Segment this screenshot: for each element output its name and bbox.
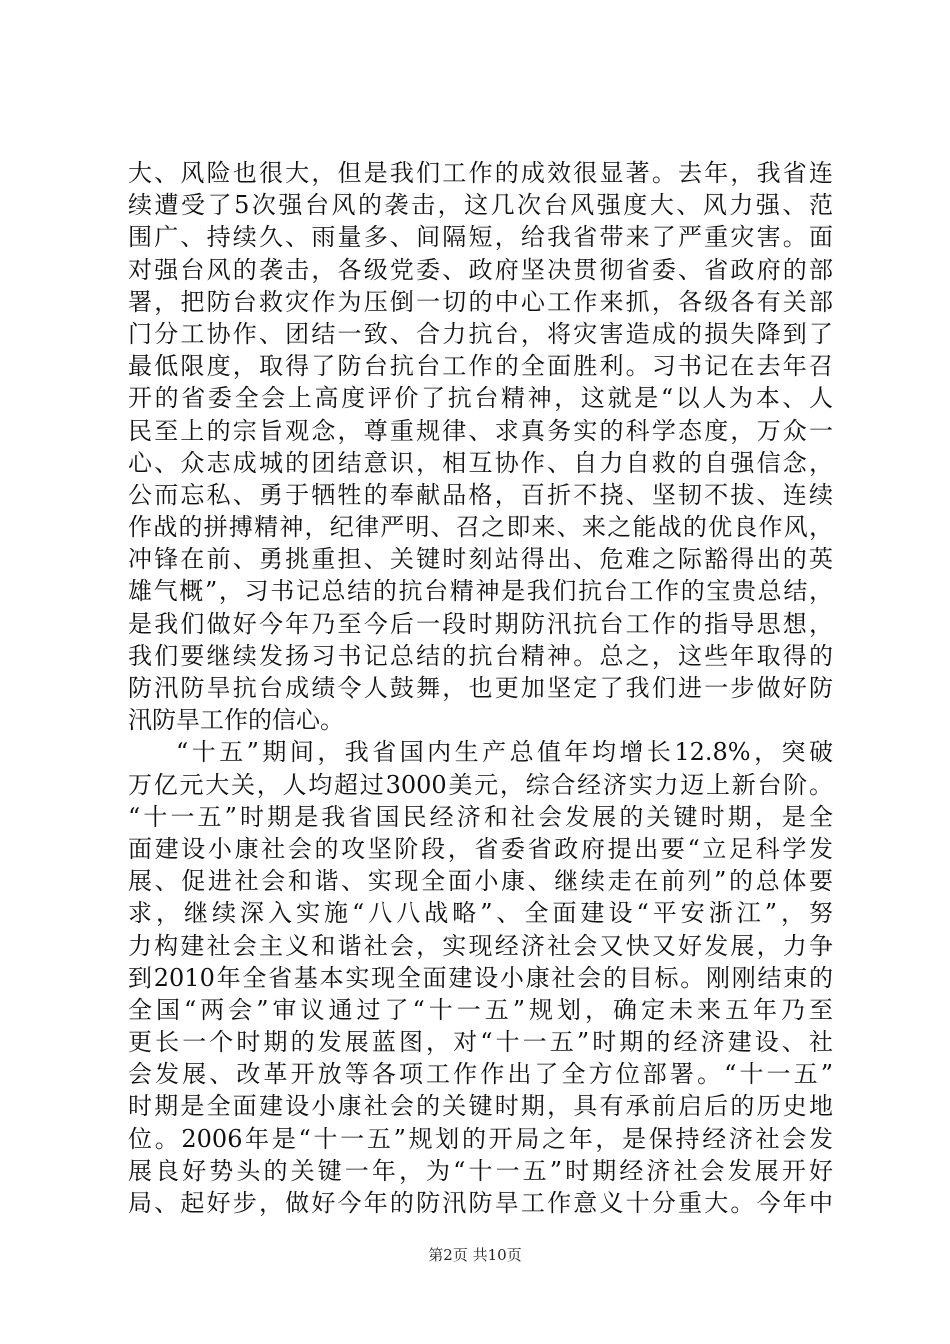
- text-line: 位。2006年是“十一五”规划的开局之年，是保持经济社会发: [128, 1124, 833, 1153]
- text-line: 作战的拼搏精神，纪律严明、召之即来、来之能战的优良作风，: [128, 513, 833, 542]
- text-line: 面建设小康社会的攻坚阶段，省委省政府提出要“立足科学发: [128, 834, 833, 863]
- text-line: 我们要继续发扬习书记总结的抗台精神。总之，这些年取得的: [128, 641, 833, 670]
- text-line: 最低限度，取得了防台抗台工作的全面胜利。习书记在去年召: [128, 352, 833, 381]
- text-line: 万亿元大关，人均超过3000美元，综合经济实力迈上新台阶。: [128, 770, 833, 799]
- text-line: 展、促进社会和谐、实现全面小康、继续走在前列”的总体要: [128, 867, 833, 896]
- document-body: [128, 157, 833, 1219]
- page-footer: 第2页 共10页: [428, 1246, 522, 1264]
- text-line: 到2010年全省基本实现全面建设小康社会的目标。刚刚结束的: [128, 963, 833, 992]
- text-line: 署，把防台救灾作为压倒一切的中心工作来抓，各级各有关部: [128, 287, 833, 316]
- text-line: 开的省委全会上高度评价了抗台精神，这就是“以人为本、人: [128, 384, 833, 413]
- text-line: 求，继续深入实施“八八战略”、全面建设“平安浙江”，努: [128, 899, 833, 928]
- text-line: 全国“两会”审议通过了“十一五”规划，确定未来五年乃至: [128, 995, 833, 1024]
- text-line: “十五”期间，我省国内生产总值年均增长12.8%，突破: [176, 738, 833, 767]
- text-line: 汛防旱工作的信心。: [128, 706, 344, 735]
- paragraph: [128, 736, 833, 1219]
- text-line: 雄气概”，习书记总结的抗台精神是我们抗台工作的宝贵总结，: [128, 577, 833, 606]
- text-line: 续遭受了5次强台风的袭击，这几次台风强度大、风力强、范: [128, 191, 833, 220]
- text-line: 展良好势头的关键一年，为“十一五”时期经济社会发展开好: [128, 1156, 833, 1185]
- text-line: “十一五”时期是我省国民经济和社会发展的关键时期，是全: [128, 802, 833, 831]
- text-line: 对强台风的袭击，各级党委、政府坚决贯彻省委、省政府的部: [128, 255, 833, 284]
- text-line: 大、风险也很大，但是我们工作的成效很显著。去年，我省连: [128, 159, 833, 187]
- text-line: 是我们做好今年乃至今后一段时期防汛抗台工作的指导思想，: [128, 609, 833, 638]
- text-line: 更长一个时期的发展蓝图，对“十一五”时期的经济建设、社: [128, 1028, 833, 1057]
- text-line: 门分工协作、团结一致、合力抗台，将灾害造成的损失降到了: [128, 319, 833, 348]
- text-line: 局、起好步，做好今年的防汛防旱工作意义十分重大。今年中: [128, 1189, 833, 1217]
- text-line: 时期是全面建设小康社会的关键时期，具有承前启后的历史地: [128, 1092, 833, 1121]
- text-line: 力构建社会主义和谐社会，实现经济社会又快又好发展，力争: [128, 931, 833, 960]
- text-line: 心、众志成城的团结意识，相互协作、自力自救的自强信念，: [128, 448, 833, 477]
- text-line: 围广、持续久、雨量多、间隔短，给我省带来了严重灾害。面: [128, 223, 833, 252]
- text-line: 公而忘私、勇于牺牲的奉献品格，百折不挠、坚韧不拔、连续: [128, 480, 833, 509]
- text-line: 冲锋在前、勇挑重担、关键时刻站得出、危难之际豁得出的英: [128, 545, 833, 574]
- text-line: 防汛防旱抗台成绩令人鼓舞，也更加坚定了我们进一步做好防: [128, 674, 833, 702]
- text-line: 会发展、改革开放等各项工作作出了全方位部署。“十一五”: [128, 1060, 833, 1089]
- text-line: 民至上的宗旨观念，尊重规律、求真务实的科学态度，万众一: [128, 416, 833, 445]
- paragraph: [128, 157, 833, 736]
